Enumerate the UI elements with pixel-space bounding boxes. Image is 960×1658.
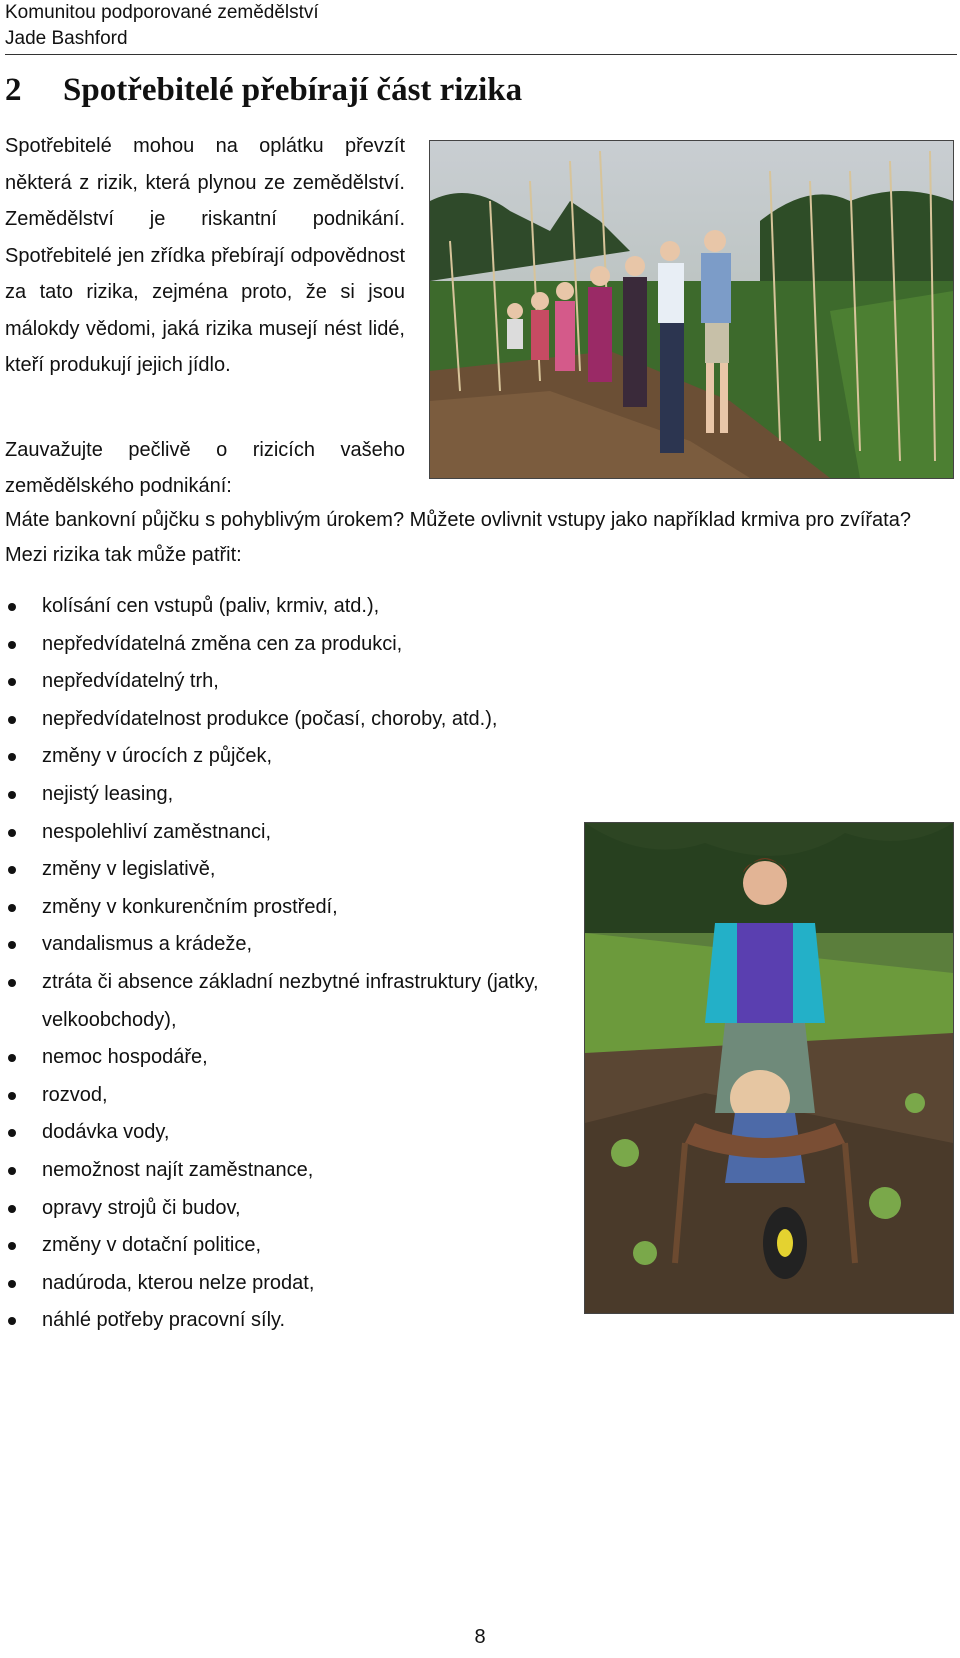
wheelbarrow-photo: [584, 822, 954, 1314]
risk-list-item: náhlé potřeby pracovní síly.: [5, 1302, 565, 1340]
risk-list-item: ztráta či absence základní nezbytné infrastruktury (jatky, velkoobchody),: [5, 964, 565, 1039]
risk-list-item: nespolehliví zaměstnanci,: [5, 814, 565, 852]
section-heading: [5, 72, 522, 109]
risk-list-item: nepředvídatelný trh,: [5, 663, 565, 701]
risk-list-item: změny v konkurenčním prostředí,: [5, 889, 565, 927]
risk-list-item: vandalismus a krádeže,: [5, 926, 565, 964]
risk-list-item: změny v legislativě,: [5, 851, 565, 889]
header-author: Jade Bashford: [5, 28, 128, 49]
risk-list-item: nepředvídatelná změna cen za produkci,: [5, 626, 565, 664]
intro-paragraph: Spotřebitelé mohou na oplátku převzít některá z rizik, která plynou ze zemědělství. Zemědělství je riskantní podnikání. Spotřebitelé jen zřídka přebírají odpovědnost za tato rizika, zejména proto, že si jsou málokdy vědomi, jaká rizika musejí nést lidé, kteří produkují jejich jídlo.: [5, 135, 405, 376]
risk-list-item: nemožnost najít zaměstnance,: [5, 1152, 565, 1190]
risk-list-item: změny v úrocích z půjček,: [5, 738, 565, 776]
risk-list-item: změny v dotační politice,: [5, 1227, 565, 1265]
risk-list-item: nepředvídatelnost produkce (počasí, choroby, atd.),: [5, 701, 565, 739]
risk-list-item: rozvod,: [5, 1077, 565, 1115]
header-document-title: Komunitou podporované zemědělství: [5, 2, 319, 23]
risk-list-item: nemoc hospodáře,: [5, 1039, 565, 1077]
risk-list: [5, 588, 565, 1340]
group-photo: [429, 140, 954, 479]
risk-list-item: opravy strojů či budov,: [5, 1190, 565, 1228]
section-number: 2: [5, 72, 22, 108]
risk-list-item: kolísání cen vstupů (paliv, krmiv, atd.),: [5, 588, 565, 626]
section-title: Spotřebitelé přebírají část rizika: [63, 72, 523, 108]
risk-list-item: nejistý leasing,: [5, 776, 565, 814]
running-header: [5, 0, 957, 55]
question-paragraph: Máte bankovní půjčku s pohyblivým úrokem? Můžete ovlivnit vstupy jako například krmiva pro zvířata? Mezi rizika tak může patřit:: [5, 509, 911, 566]
risk-list-item: dodávka vody,: [5, 1114, 565, 1152]
risk-list-item: nadúroda, kterou nelze prodat,: [5, 1265, 565, 1303]
page-number: 8: [474, 1626, 486, 1648]
intro-paragraph-2: Zauvažujte pečlivě o rizicích vašeho zemědělského podnikání:: [5, 439, 405, 497]
